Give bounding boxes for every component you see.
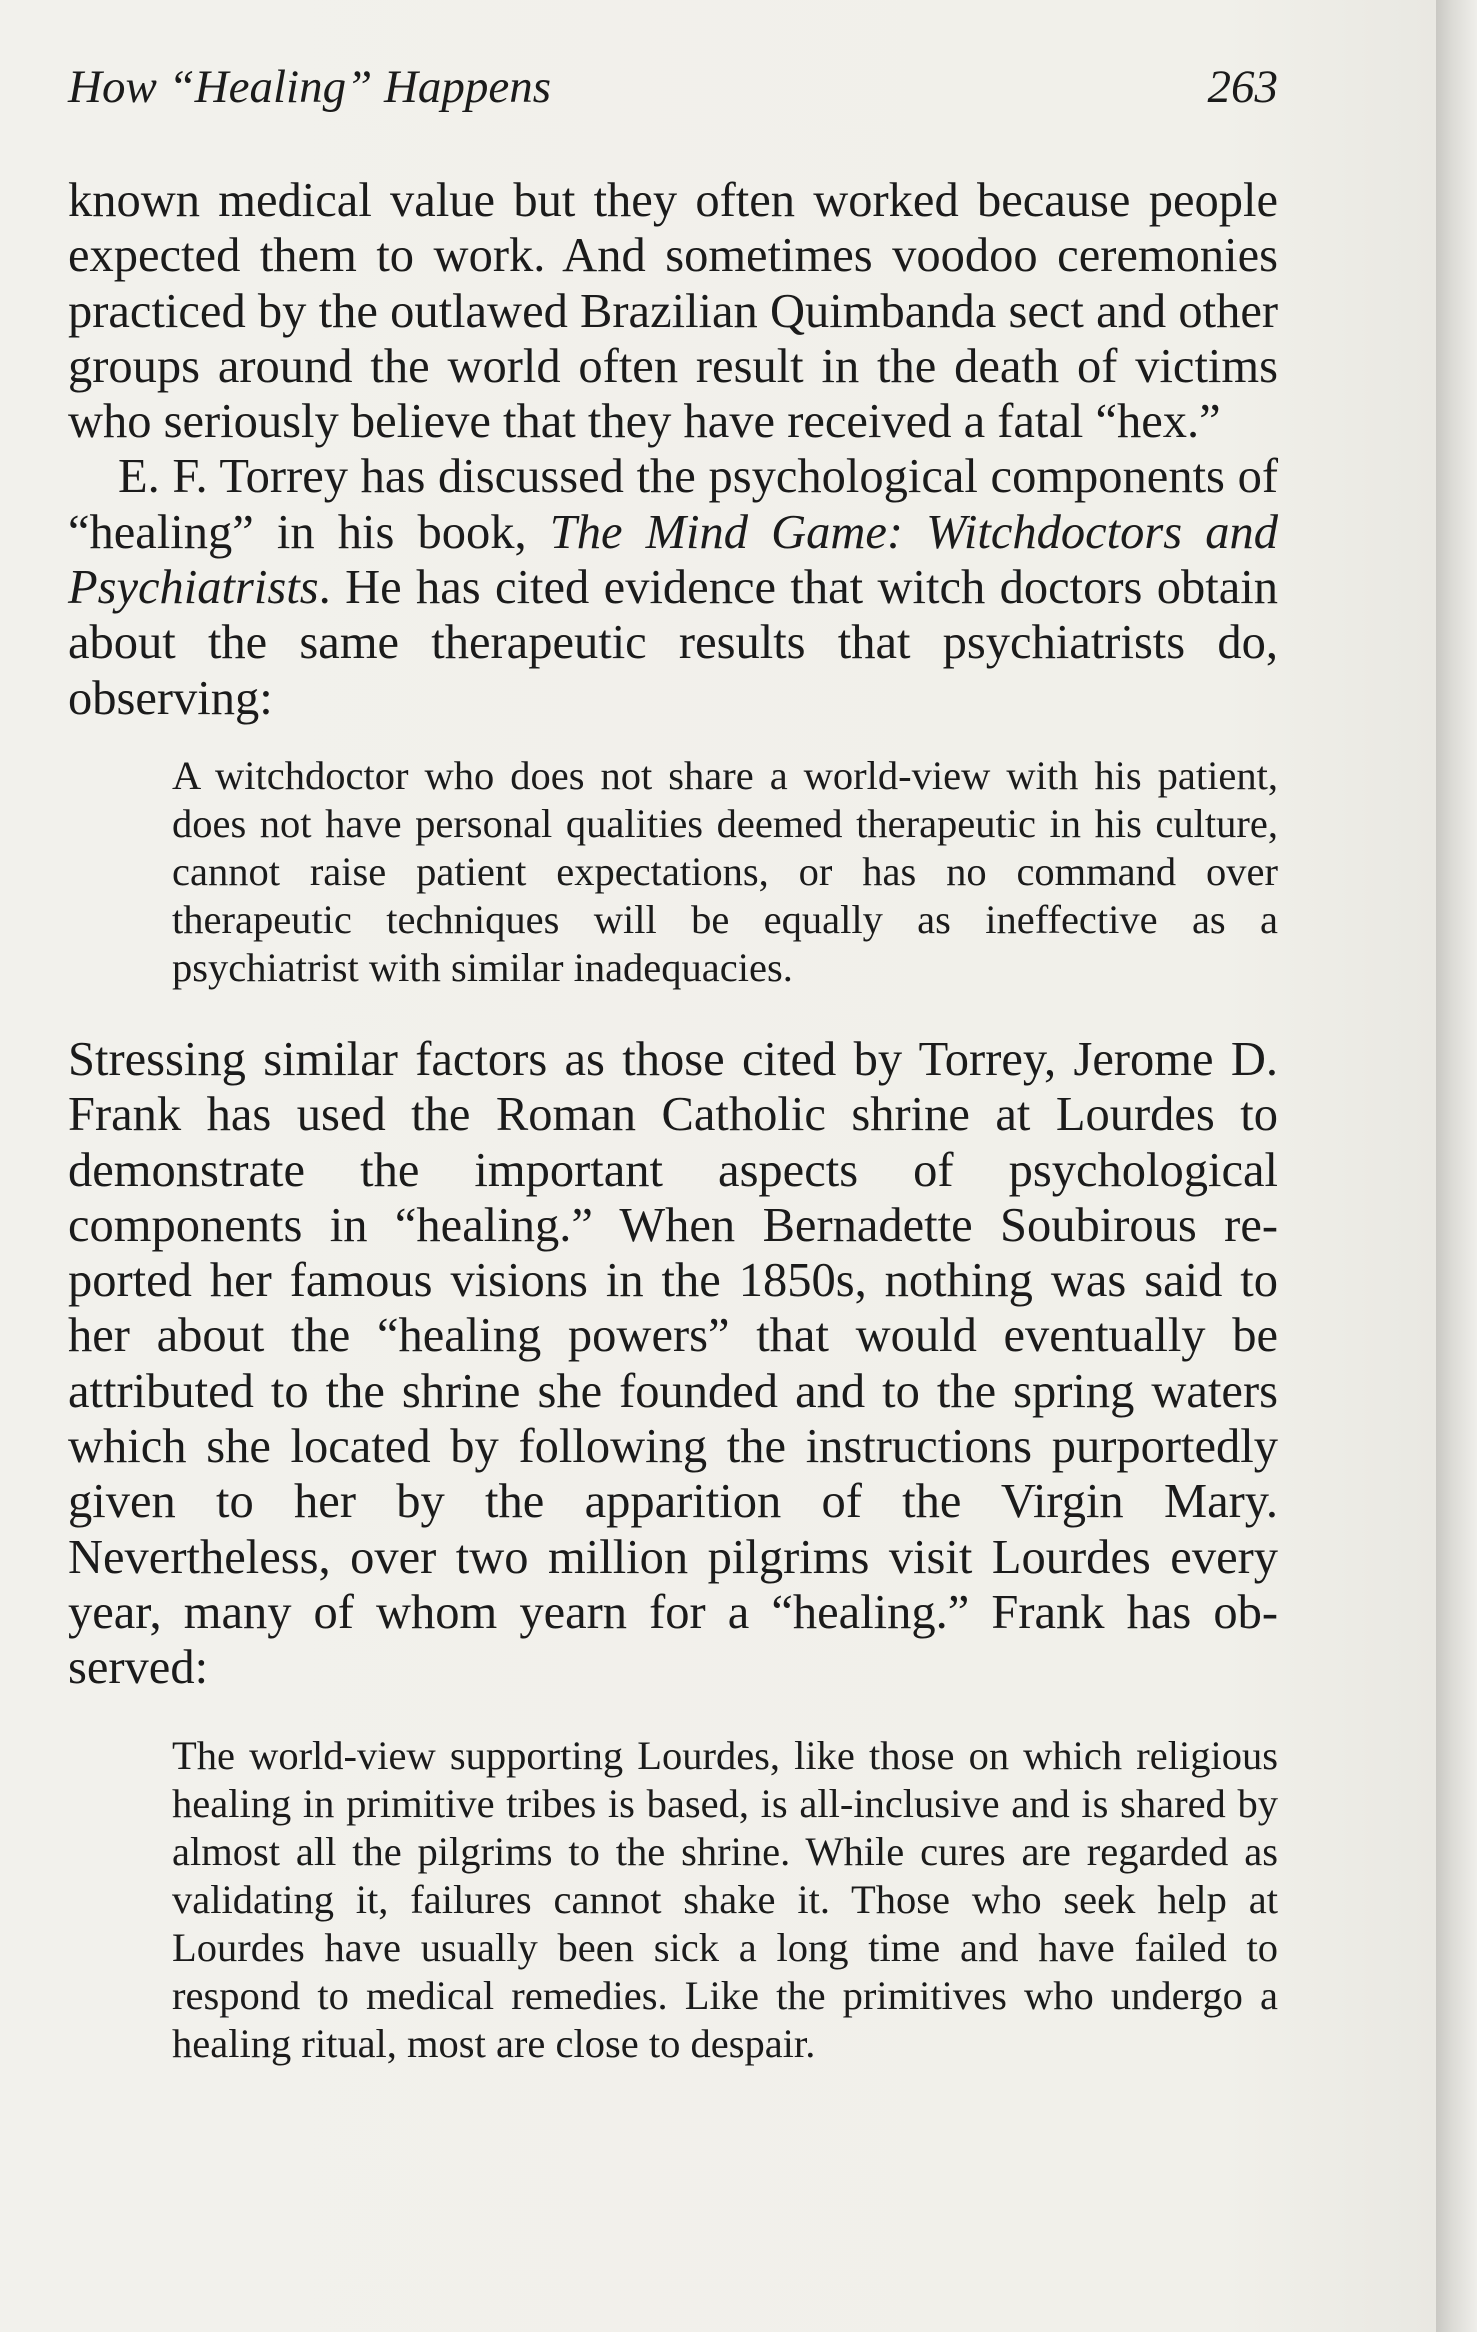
paragraph-frank: Stressing similar factors as those cited by Torrey, Jerome D. Frank has used the Roman Catholic shrine at Lourdes to demonstrate the important aspects of psychological components in “healing.” When Bernadette Soubirous reported her famous visions in the 1850s, nothing was said to her about the “healing powers” that would eventually be attributed to the shrine she founded and to the spring waters which she located by following the instructions purportedly given to her by the apparition of the Virgin Mary. Nevertheless, over two million pilgrims visit Lourdes every year, many of whom yearn for a “healing.” Frank has observed: <box>68 1032 1278 1695</box>
running-title: How “Healing” Happens <box>68 61 552 113</box>
book-title: The Mind Game: Witchdoctors and Psychiatrists <box>68 505 1278 615</box>
paragraph-torrey-text-a: E. F. Torrey has discussed the psychological components of “healing” in his book, <box>68 450 1278 559</box>
block-quote-frank: The world-view supporting Lourdes, like those on which religious healing in primitive tribes is based, is all-inclusive and is shared by almost all the pilgrims to the shrine. While cures are regarded as validating it, failures cannot shake it. Those who seek help at Lourdes have usually been sick a long time and have failed to respond to medical remedies. Like the primitives who undergo a healing ritual, most are close to despair. <box>172 1732 1278 2066</box>
running-header <box>68 60 1278 124</box>
paragraph-torrey <box>68 449 1278 725</box>
paragraph-continuation: known medical value but they often worked because people expected them to work. And sometimes voodoo ceremonies practiced by the outlawed Brazilian Quimbanda sect and other groups around the world often result in the death of victims who seriously believe that they have received a fatal “hex.” <box>68 174 1278 449</box>
paragraph-torrey-text-b: . He has cited evidence that witch doctors obtain about the same therapeutic results that psychiatrists do, observing: <box>68 561 1278 725</box>
page-edge-shadow <box>1436 0 1477 2332</box>
body-text <box>68 173 1278 2068</box>
block-quote-torrey: A witchdoctor who does not share a world-view with his patient, does not have personal qualities deemed therapeutic in his culture, cannot raise patient expectations, or has no command over therapeutic techniques will be equally as ineffective as a psychiatrist with similar inadequacies. <box>172 752 1278 990</box>
page-number: 263 <box>1207 61 1278 113</box>
